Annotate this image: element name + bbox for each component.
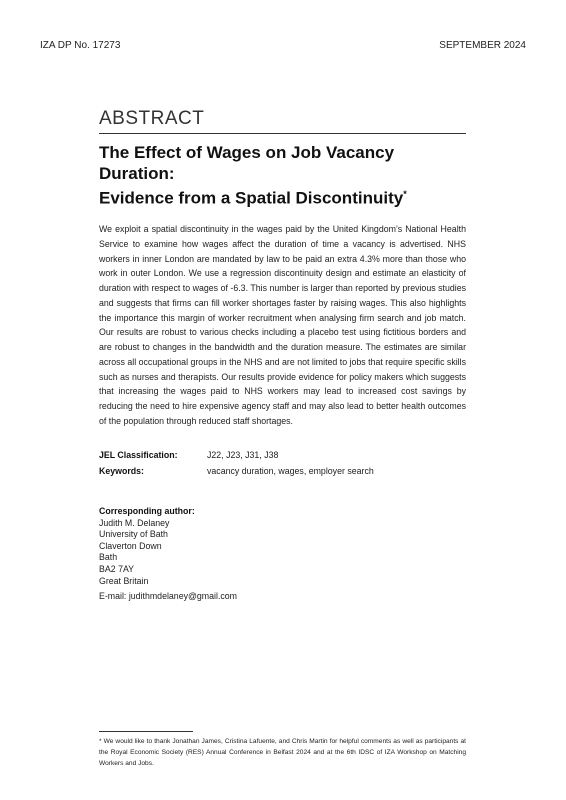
author-affiliation: University of Bath <box>99 529 168 540</box>
author-heading: Corresponding author: <box>99 506 195 516</box>
author-name: Judith M. Delaney <box>99 517 170 528</box>
author-email[interactable]: E-mail: judithmdelaney@gmail.com <box>99 591 238 601</box>
keywords-label: Keywords: <box>99 466 144 476</box>
paper-title <box>99 143 466 209</box>
keywords-value: vacancy duration, wages, employer search <box>207 466 374 476</box>
section-divider <box>99 133 466 134</box>
title-footnote-marker: * <box>403 189 407 199</box>
title-line-2: Duration: <box>99 163 175 183</box>
author-postcode: BA2 7AY <box>99 563 135 574</box>
jel-value: J22, J23, J31, J38 <box>207 450 279 460</box>
publication-date: SEPTEMBER 2024 <box>439 40 526 51</box>
author-city: Bath <box>99 552 118 563</box>
section-label: ABSTRACT <box>99 108 205 129</box>
series-number: IZA DP No. 17273 <box>40 40 121 51</box>
footnote-divider <box>99 731 193 732</box>
title-line-3: Evidence from a Spatial Discontinuity <box>99 188 404 208</box>
author-address-line: Claverton Down <box>99 540 162 551</box>
footnote-text: * We would like to thank Jonathan James, Cristina Lafuente, and Chris Martin for helpful comments as well as participants at the Royal Economic Society (RES) Annual Conference in Belfast 2024 and at the 6th IDSC of IZA Workshop on Matching Workers and Jobs. <box>99 738 466 767</box>
title-line-1: The Effect of Wages on Job Vacancy <box>99 143 395 162</box>
author-country: Great Britain <box>99 575 149 586</box>
abstract-text: We exploit a spatial discontinuity in the wages paid by the United Kingdom’s National Health Service to examine how wages affect the duration of time a vacancy is advertised. NHS workers in inner London are mandated by law to be paid an extra 4.3% more than those who work in outer London. We use a regression discontinuity design and estimate an elasticity of duration with respect to wages of -6.3. This number is larger than reported by previous studies and suggests that firms can fill worker shortages faster by raising wages. This also highlights the importance this margin of worker recruitment when analysing firm search and job match. Our results are robust to various checks including a placebo test using fictitious borders and are robust to changes in the bandwidth and the duration measure. The estimates are similar across all occupational groups in the NHS and are not limited to jobs that require specific skills such as nurses and therapists. Our results provide evidence for policy makers which suggests that increasing the wages paid to NHS workers may lead to increased cost savings by reducing the need to hire expensive agency staff and may also lead to better health outcomes of the population through reduced staff shortages. <box>99 224 466 426</box>
jel-label: JEL Classification: <box>99 450 178 460</box>
corresponding-author <box>99 506 195 587</box>
